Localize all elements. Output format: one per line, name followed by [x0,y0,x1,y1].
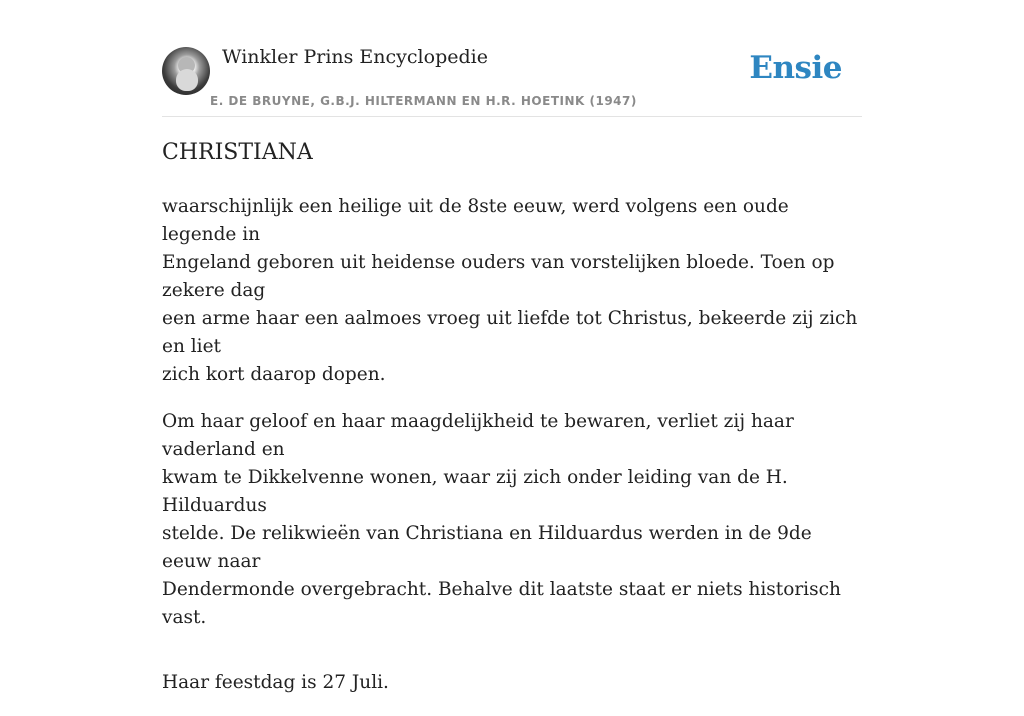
ensie-logo[interactable]: Ensie [749,50,842,86]
book-header [162,40,862,117]
article-body [162,193,862,716]
lemma-title: CHRISTIANA [162,140,313,165]
paragraph: Om haar geloof en haar maagdelijkheid te bewaren, verliet zij haar vaderland en kwam te Dikkelvenne wonen, waar zij zich onder leiding van de H. Hilduardus stelde. De relikwieën van Christiana en Hilduardus werden in de 9de eeuw naar Dendermonde overgebracht. Behalve dit laatste staat er niets historisch vast. [162,411,841,628]
avatar-beard [176,69,198,91]
book-title[interactable]: Winkler Prins Encyclopedie [222,46,488,68]
paragraph: Haar feestdag is 27 Juli. [162,672,389,693]
author-avatar[interactable] [162,47,210,95]
book-authors: E. DE BRUYNE, G.B.J. HILTERMANN EN H.R. HOETINK (1947) [210,94,637,108]
paragraph: waarschijnlijk een heilige uit de 8ste eeuw, werd volgens een oude legende in Engeland geboren uit heidense ouders van vorstelijken bloede. Toen op zekere dag een arme haar een aalmoes vroeg uit liefde tot Christus, bekeerde zij zich en liet zich kort daarop dopen. [162,196,858,385]
